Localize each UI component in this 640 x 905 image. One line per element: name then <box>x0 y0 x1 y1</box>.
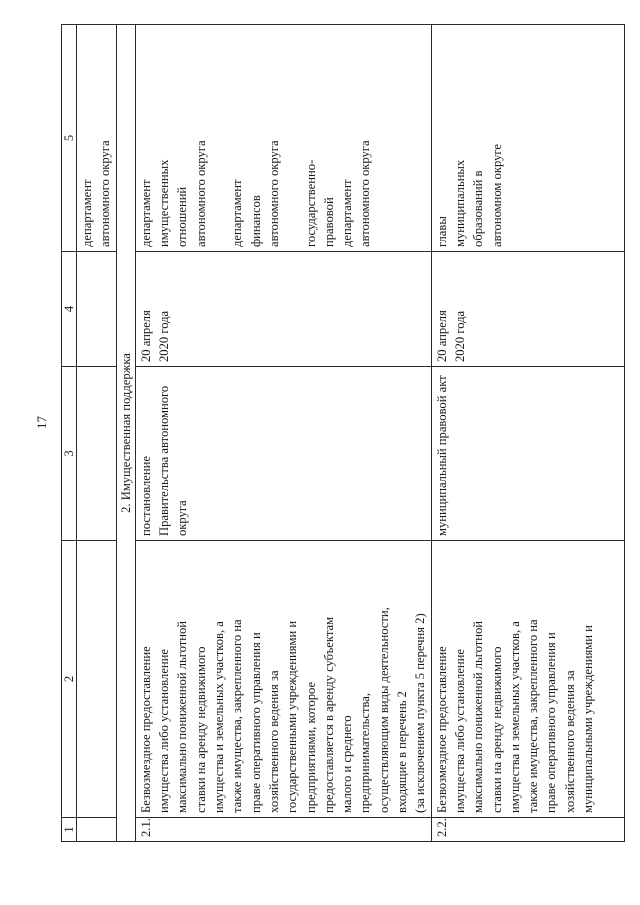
table-cell <box>77 818 117 842</box>
column-number-4: 4 <box>62 252 77 367</box>
page-number: 17 <box>34 416 49 429</box>
continuation-row <box>77 25 117 842</box>
row-number: 2.2. <box>431 818 624 842</box>
column-number-1: 1 <box>62 818 77 842</box>
table-cell <box>77 541 117 818</box>
measure-text: Безвозмездное предоставление имущества либо установление максимально пониженной льготной ставки на аренду недвижимого имущества и земельных участков, а также имущества, закрепленного на праве оперативного управления и хозяйственного ведения за муниципальными учреждениями и <box>431 541 624 818</box>
section-title: 2. Имущественная поддержка <box>116 25 135 842</box>
row-number: 2.1. <box>135 818 431 842</box>
document-type: постановление Правительства автономного округа <box>135 367 431 541</box>
column-number-2: 2 <box>62 541 77 818</box>
table-row <box>431 25 624 842</box>
measures-table <box>61 24 625 842</box>
measure-text: Безвозмездное предоставление имущества либо установление максимально пониженной льготной ставки на аренду недвижимого имущества и земельных участков, а также имущества, закрепленного на праве оперативного управления и хозяйственного ведения за государственными учреждениями и предприятиями, которое предоставляется в аренду субъектам малого и среднего предпринимательства, осуществляющим виды деятельности, входящие в перечень 2 (за исключением пункта 5 перечня 2) <box>135 541 431 818</box>
document-type: муниципальный правовой акт <box>431 367 624 541</box>
table-row <box>135 25 431 842</box>
table-cell <box>77 367 117 541</box>
responsible: департамент имущественных отношений автономного округа департамент финансов автономного округа государственно- правовой департамент автономного округа <box>135 25 431 252</box>
deadline: 20 апреля 2020 года <box>431 252 624 367</box>
deadline: 20 апреля 2020 года <box>135 252 431 367</box>
rotated-page-content <box>61 25 596 842</box>
column-number-3: 3 <box>62 367 77 541</box>
section-header-row <box>116 25 135 842</box>
continuation-responsible: департамент автономного округа <box>77 25 117 252</box>
responsible: главы муниципальных образований в автономном округе <box>431 25 624 252</box>
column-number-5: 5 <box>62 25 77 252</box>
table-cell <box>77 252 117 367</box>
column-number-row <box>62 25 77 842</box>
